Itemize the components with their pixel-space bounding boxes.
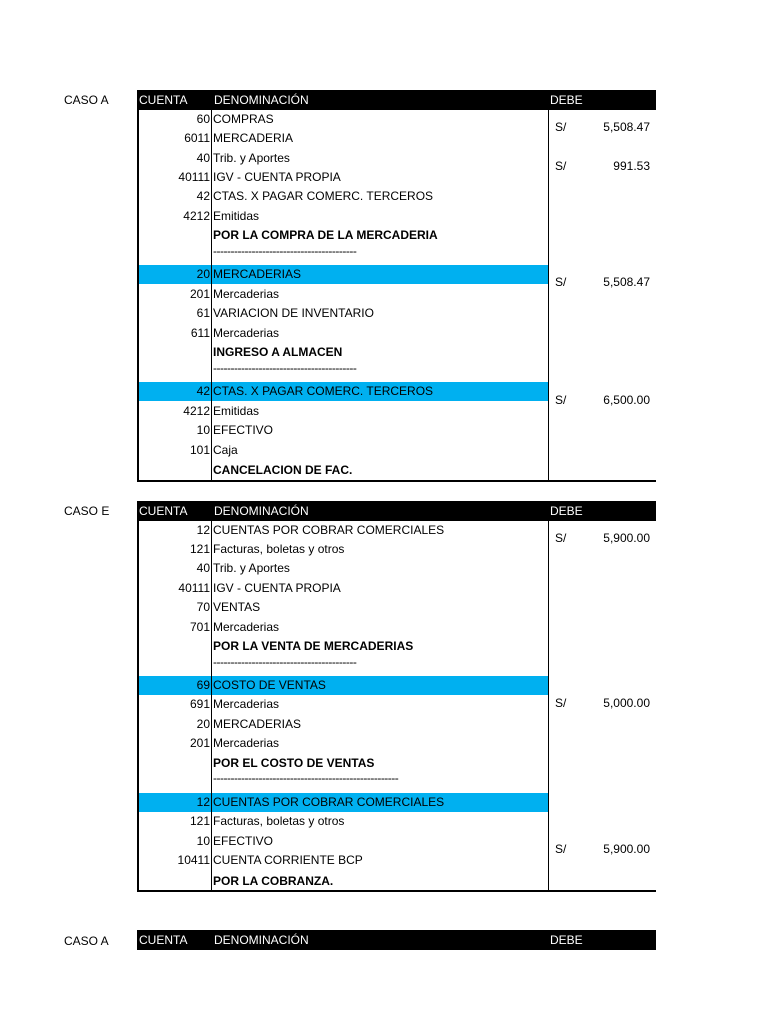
table-bottom-border xyxy=(137,480,656,482)
table-row xyxy=(139,324,548,343)
debit-amount xyxy=(550,391,650,410)
table-row xyxy=(139,832,548,851)
table-row xyxy=(139,521,548,540)
table-row xyxy=(139,246,548,265)
account-name: Mercaderias xyxy=(213,697,280,711)
account-name: Emitidas xyxy=(213,404,260,418)
table-row xyxy=(139,598,548,617)
amount-value: 991.53 xyxy=(613,159,650,173)
debit-amount xyxy=(550,118,650,137)
account-name: IGV - CUENTA PROPIA xyxy=(213,581,341,595)
currency-symbol: S/ xyxy=(555,159,567,173)
debit-amount xyxy=(550,840,650,859)
account-code: 691 xyxy=(189,697,210,711)
account-code: 4212 xyxy=(183,209,210,223)
header-denominacion: DENOMINACIÓN xyxy=(214,504,309,518)
table-row xyxy=(139,285,548,304)
header-cuenta: CUENTA xyxy=(139,933,188,947)
table-row xyxy=(139,559,548,578)
account-name: Trib. y Aportes xyxy=(213,151,290,165)
account-name: Mercaderias xyxy=(213,287,280,301)
currency-symbol: S/ xyxy=(555,842,567,856)
account-name: CUENTA CORRIENTE BCP xyxy=(213,853,363,867)
table-row xyxy=(139,773,548,792)
separator-line: ----------------------------------------- xyxy=(213,655,357,669)
table-row xyxy=(139,715,548,734)
table-row xyxy=(139,265,548,284)
table-row xyxy=(139,207,548,226)
table-row xyxy=(139,441,548,460)
table-divider-amount xyxy=(548,110,549,481)
account-name: MERCADERIAS xyxy=(213,717,302,731)
account-code: 42 xyxy=(196,384,210,398)
amount-value: 5,508.47 xyxy=(603,120,650,134)
header-debe: DEBE xyxy=(550,504,583,518)
header-debe: DEBE xyxy=(550,93,583,107)
account-name: CTAS. X PAGAR COMERC. TERCEROS xyxy=(213,384,434,398)
account-code: 10 xyxy=(196,423,210,437)
separator-line: ----------------------------------------------------- xyxy=(213,771,399,785)
table-row xyxy=(139,676,548,695)
currency-symbol: S/ xyxy=(555,393,567,407)
table-row xyxy=(139,402,548,421)
account-name: IGV - CUENTA PROPIA xyxy=(213,170,341,184)
account-code: 42 xyxy=(196,189,210,203)
table-row xyxy=(139,461,548,480)
account-name: CUENTAS POR COBRAR COMERCIALES xyxy=(213,523,445,537)
debit-amount xyxy=(550,273,650,292)
entry-gloss: INGRESO A ALMACEN xyxy=(213,345,343,359)
account-code: 40111 xyxy=(178,581,210,595)
amount-value: 5,508.47 xyxy=(603,275,650,289)
account-name: CTAS. X PAGAR COMERC. TERCEROS xyxy=(213,189,434,203)
table-row xyxy=(139,129,548,148)
account-code: 60 xyxy=(196,112,210,126)
case-label: CASO A xyxy=(64,934,109,948)
account-code: 20 xyxy=(196,267,210,281)
account-code: 12 xyxy=(196,523,210,537)
table-row xyxy=(139,579,548,598)
account-code: 121 xyxy=(189,814,210,828)
account-code: 121 xyxy=(189,542,210,556)
account-name: VENTAS xyxy=(213,600,261,614)
account-code: 70 xyxy=(196,600,210,614)
debit-amount xyxy=(550,157,650,176)
account-name: EFECTIVO xyxy=(213,834,274,848)
table-row xyxy=(139,187,548,206)
account-name: Trib. y Aportes xyxy=(213,561,290,575)
table-row xyxy=(139,343,548,362)
account-name: Mercaderias xyxy=(213,620,280,634)
table-row xyxy=(139,149,548,168)
table-row xyxy=(139,695,548,714)
table-row xyxy=(139,872,548,891)
amount-value: 6,500.00 xyxy=(603,393,650,407)
table-row xyxy=(139,421,548,440)
account-name: CUENTAS POR COBRAR COMERCIALES xyxy=(213,795,445,809)
account-name: Facturas, boletas y otros xyxy=(213,542,345,556)
account-code: 40 xyxy=(196,151,210,165)
account-code: 61 xyxy=(196,306,210,320)
separator-line: ----------------------------------------- xyxy=(213,361,357,375)
table-row xyxy=(139,304,548,323)
account-code: 6011 xyxy=(184,131,210,145)
entry-gloss: POR LA COMPRA DE LA MERCADERIA xyxy=(213,228,438,242)
debit-amount xyxy=(550,694,650,713)
debit-amount xyxy=(550,529,650,548)
account-code: 201 xyxy=(189,287,210,301)
account-code: 701 xyxy=(189,620,210,634)
table-row xyxy=(139,168,548,187)
table-row xyxy=(139,812,548,831)
account-code: 4212 xyxy=(183,404,210,418)
header-denominacion: DENOMINACIÓN xyxy=(214,933,309,947)
header-denominacion: DENOMINACIÓN xyxy=(214,93,309,107)
amount-value: 5,900.00 xyxy=(603,531,650,545)
amount-value: 5,000.00 xyxy=(603,696,650,710)
account-name: COMPRAS xyxy=(213,112,274,126)
currency-symbol: S/ xyxy=(555,120,567,134)
account-name: Emitidas xyxy=(213,209,260,223)
table-row xyxy=(139,110,548,129)
header-debe: DEBE xyxy=(550,933,583,947)
account-code: 201 xyxy=(189,736,210,750)
table-row xyxy=(139,382,548,401)
account-name: Mercaderias xyxy=(213,326,280,340)
table-row xyxy=(139,734,548,753)
account-name: MERCADERIA xyxy=(213,131,294,145)
case-label: CASO E xyxy=(64,504,110,518)
table-row xyxy=(139,637,548,656)
header-cuenta: CUENTA xyxy=(139,93,188,107)
header-cuenta: CUENTA xyxy=(139,504,188,518)
account-code: 40 xyxy=(196,561,210,575)
table-header xyxy=(137,90,656,110)
table-row xyxy=(139,851,548,870)
account-name: EFECTIVO xyxy=(213,423,274,437)
account-code: 101 xyxy=(189,443,210,457)
table-row xyxy=(139,363,548,382)
account-code: 40111 xyxy=(178,170,210,184)
currency-symbol: S/ xyxy=(555,696,567,710)
account-name: Caja xyxy=(213,443,238,457)
entry-gloss: POR EL COSTO DE VENTAS xyxy=(213,756,375,770)
account-name: VARIACION DE INVENTARIO xyxy=(213,306,374,320)
account-name: Mercaderias xyxy=(213,736,280,750)
account-code: 69 xyxy=(196,678,210,692)
account-code: 12 xyxy=(196,795,210,809)
entry-gloss: CANCELACION DE FAC. xyxy=(213,463,353,477)
amount-value: 5,900.00 xyxy=(603,842,650,856)
account-code: 611 xyxy=(190,326,210,340)
table-row xyxy=(139,618,548,637)
account-name: Facturas, boletas y otros xyxy=(213,814,345,828)
case-label: CASO A xyxy=(64,93,109,107)
table-row xyxy=(139,657,548,676)
table-row xyxy=(139,540,548,559)
entry-gloss: POR LA COBRANZA. xyxy=(213,874,334,888)
table-divider-amount xyxy=(548,521,549,892)
table-header xyxy=(137,930,656,950)
account-name: MERCADERIAS xyxy=(213,267,302,281)
account-code: 20 xyxy=(196,717,210,731)
table-header xyxy=(137,501,656,521)
table-row xyxy=(139,793,548,812)
currency-symbol: S/ xyxy=(555,275,567,289)
entry-gloss: POR LA VENTA DE MERCADERIAS xyxy=(213,639,414,653)
account-name: COSTO DE VENTAS xyxy=(213,678,326,692)
account-code: 10 xyxy=(196,834,210,848)
currency-symbol: S/ xyxy=(555,531,567,545)
account-code: 10411 xyxy=(177,853,210,867)
table-row xyxy=(139,226,548,245)
separator-line: ----------------------------------------- xyxy=(213,244,357,258)
